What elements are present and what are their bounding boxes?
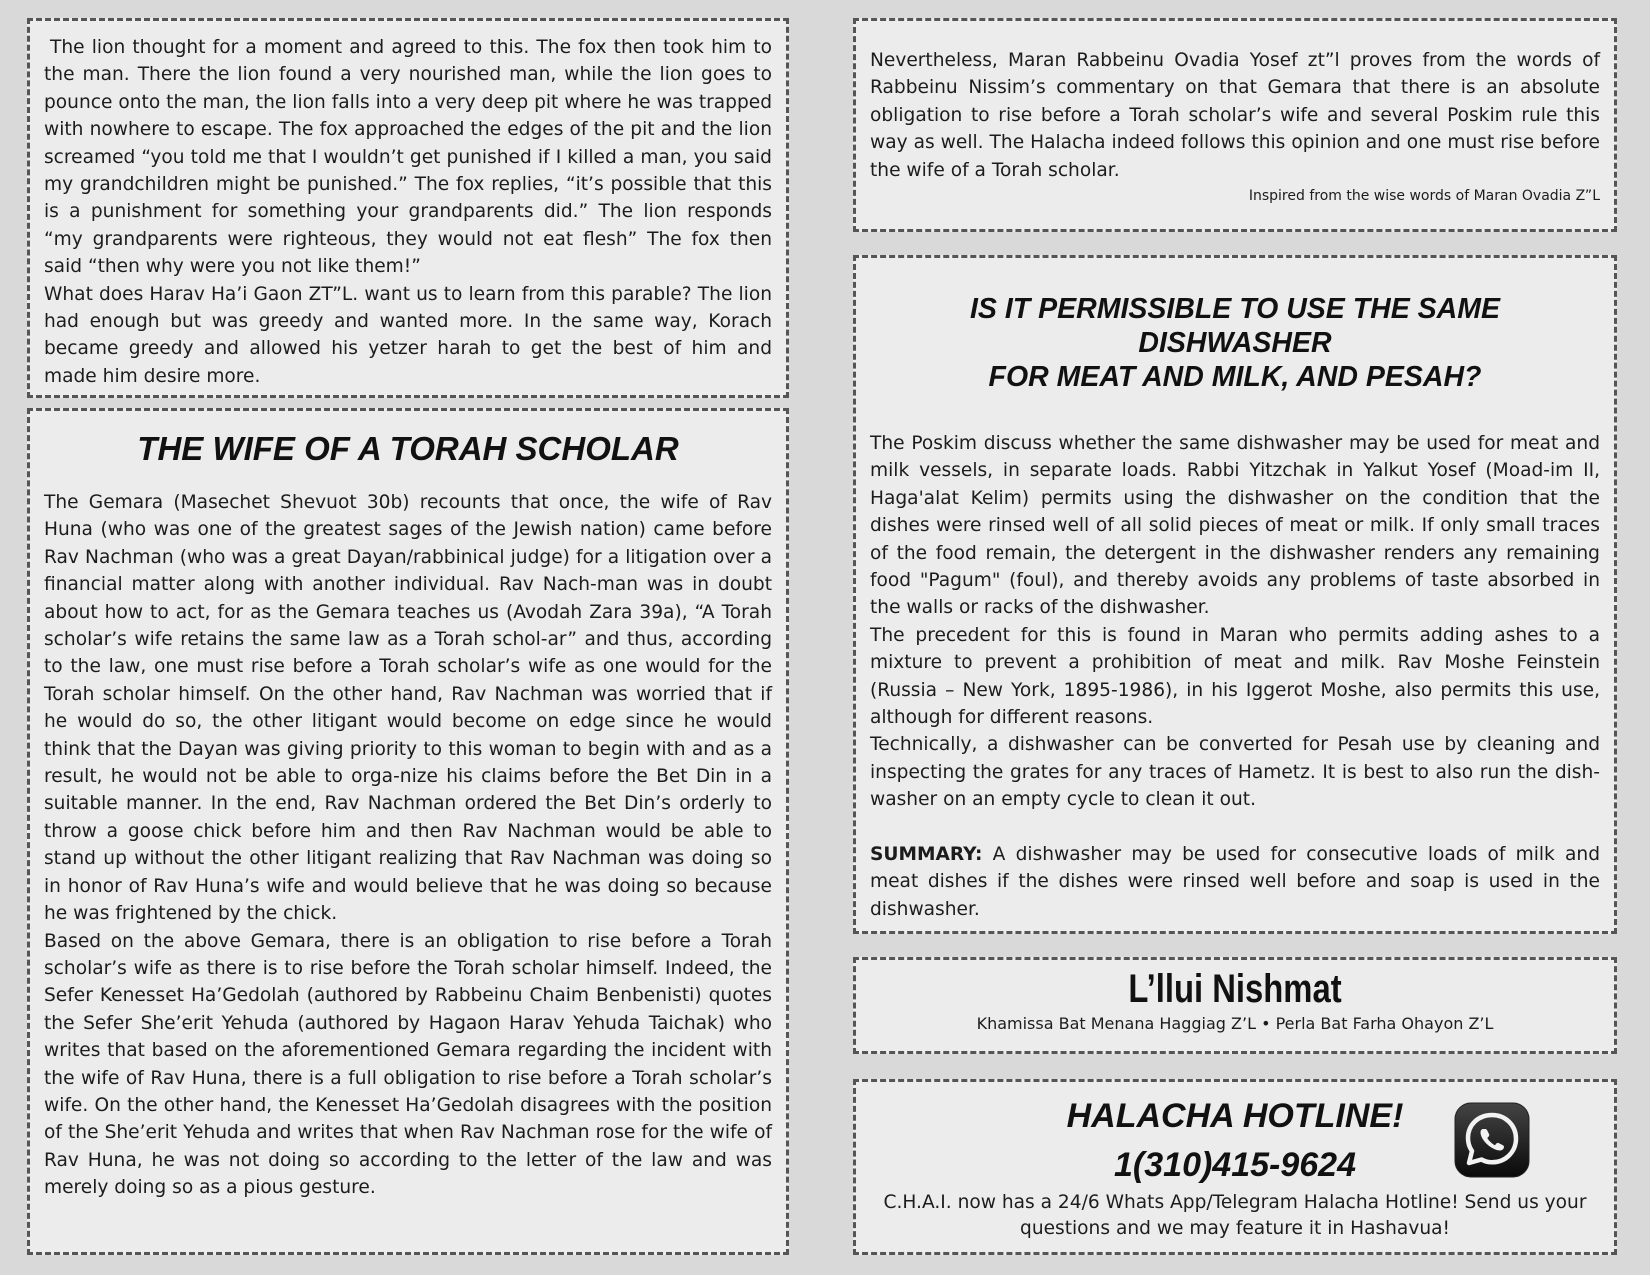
lilui-nishmat-names: Khamissa Bat Menana Haggiag Z’L • Perla Bat Farha Ohayon Z’L	[976, 1014, 1494, 1033]
dishwasher-summary	[870, 841, 1600, 923]
hotline-description: C.H.A.I. now has a 24/6 Whats App/Telegram Halacha Hotline! Send us your questions and we may feature it in Hashavua!	[883, 1192, 1587, 1239]
continuation-credit: Inspired from the wise words of Maran Ovadia Z”L	[1248, 188, 1600, 205]
summary-label: SUMMARY:	[870, 843, 983, 865]
hotline-phone[interactable]: 1(310)415-9624	[1114, 1146, 1356, 1184]
wife-article-paragraph-2: Based on the above Gemara, there is an obligation to rise before a Torah scholar’s wife as there is to rise before the Torah scholar himself. Indeed, the Sefer Kenesset Ha’Gedolah (authored by Rabbeinu Chaim Benbenisti) quotes the Sefer She’erit Yehuda (authored by Hagaon Harav Yehuda Taichak) who writes that based on the aforementioned Gemara regarding the incident with the wife of Rav Huna, there is a full obligation to rise before a Torah scholar’s wife. On the other hand, the Kenesset Ha’Gedolah disagrees with the position of the She’erit Yehuda and writes that when Rav Nachman rose for the wife of Rav Huna, he was not doing so according to the letter of the law and was merely doing so as a pious gesture.	[44, 930, 772, 1199]
continuation-paragraph: Nevertheless, Maran Rabbeinu Ovadia Yosef zt”l proves from the words of Rabbeinu Nissim’s commentary on that Gemara that there is an absolute obligation to rise before a Torah scholar’s wife and several Poskim rule this way as well. The Halacha indeed follows this opinion and one must rise before the wife of a Torah scholar.	[870, 50, 1600, 181]
wife-article-title: THE WIFE OF A TORAH SCHOLAR	[137, 430, 679, 467]
continuation-text	[870, 47, 1600, 184]
dishwasher-article-box	[853, 255, 1617, 934]
continuation-box	[853, 18, 1617, 232]
dishwasher-paragraph-3: Technically, a dishwasher can be converted for Pesah use by cleaning and inspecting the grates for any traces of Hametz. It is best to also run the dish-washer on an empty cycle to clean it out.	[870, 734, 1600, 811]
wife-article-text	[44, 489, 772, 1202]
wife-article-box	[27, 408, 789, 1255]
dishwasher-article-text	[870, 430, 1600, 923]
parable-text	[44, 34, 772, 390]
halacha-hotline-box	[853, 1079, 1617, 1255]
lilui-nishmat-title: L’llui Nishmat	[1128, 967, 1342, 1011]
parable-paragraph-1: The lion thought for a moment and agreed to this. The fox then took him to the man. There the lion found a very nourished man, while the lion goes to pounce onto the man, the lion falls into a very deep pit where he was trapped with nowhere to escape. The fox approached the edges of the pit and the lion screamed “you told me that I wouldn’t get punished if I killed a man, you said my grandchildren might be punished.” The fox replies, “it’s possible that this is a punishment for something your grandparents did.” The lion responds “my grandparents were righteous, they would not eat flesh” The fox then said “then why were you not like them!”	[44, 37, 772, 278]
parable-paragraph-2: What does Harav Ha’i Gaon ZT”L. want us to learn from this parable? The lion had enough but was greedy and wanted more. In the same way, Korach became greedy and allowed his yetzer harah to get the best of him and made him desire more.	[44, 283, 772, 387]
lilui-nishmat-box	[853, 957, 1617, 1054]
dishwasher-paragraph-2: The precedent for this is found in Maran who permits adding ashes to a mixture to prevent a prohibition of meat and milk. Rav Moshe Feinstein (Russia – New York, 1895-1986), in his Iggerot Moshe, also permits this use, although for different reasons.	[870, 624, 1600, 729]
dishwasher-paragraph-1: The Poskim discuss whether the same dishwasher may be used for meat and milk vessels, in separate loads. Rabbi Yitzchak in Yalkut Yosef (Moad-im II, Haga'alat Kelim) permits using the dishwasher on the condition that the dishes were rinsed well of all solid pieces of meat or milk. If only small traces of the food remain, the detergent in the dishwasher renders any remaining food "Pagum" (foul), and thereby avoids any problems of taste absorbed in the walls or racks of the dishwasher.	[870, 433, 1600, 619]
hotline-title: HALACHA HOTLINE!	[1066, 1097, 1404, 1135]
dishwasher-title-line-2: FOR MEAT AND MILK, AND PESAH?	[988, 361, 1482, 393]
dishwasher-article-title	[870, 292, 1600, 394]
dishwasher-title-line-1: IS IT PERMISSIBLE TO USE THE SAME DISHWASHER	[970, 293, 1500, 359]
summary-text: A dishwasher may be used for consecutive loads of milk and meat dishes if the dishes were rinsed well before and soap is used in the dishwasher.	[870, 843, 1600, 920]
whatsapp-icon[interactable]	[1454, 1102, 1530, 1178]
wife-article-paragraph-1: The Gemara (Masechet Shevuot 30b) recounts that once, the wife of Rav Huna (who was one of the greatest sages of the Jewish nation) came before Rav Nachman (who was a great Dayan/rabbinical judge) for a litigation over a financial matter along with another individual. Rav Nach-man was in doubt about how to act, for as the Gemara teaches us (Avodah Zara 39a), “A Torah scholar’s wife retains the same law as a Torah schol-ar” and thus, according to the law, one must rise before a Torah scholar’s wife as one would for the Torah scholar himself. On the other hand, Rav Nachman was worried that if he would do so, the other litigant would become on edge since he would think that the Dayan was giving priority to this woman to begin with and as a result, he would not be able to orga-nize his claims before the Bet Din in a suitable manner. In the end, Rav Nachman ordered the Bet Din’s orderly to throw a goose chick before him and then Rav Nachman would be able to stand up without the other litigant realizing that Rav Nachman was doing so in honor of Rav Huna’s wife and would believe that he was doing so because he was frightened by the chick.	[44, 492, 772, 925]
parable-box	[27, 18, 789, 398]
